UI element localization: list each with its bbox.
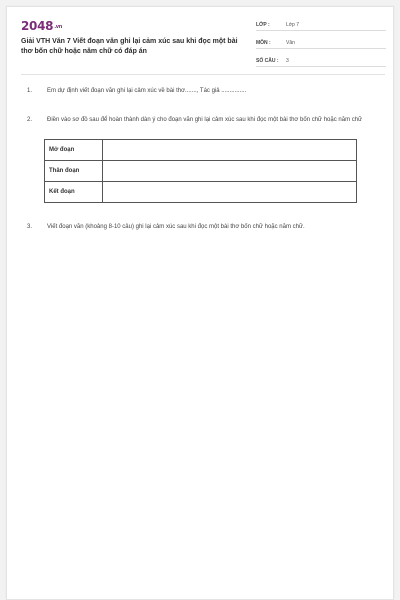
class-label: LỚP : bbox=[256, 22, 270, 28]
question-count-label: SỐ CÂU : bbox=[256, 58, 279, 64]
question-1 bbox=[21, 87, 385, 96]
question-2 bbox=[21, 116, 385, 125]
site-logo[interactable] bbox=[21, 19, 62, 33]
row-label-conclusion: Kết đoạn bbox=[45, 182, 103, 203]
question-text: Em dự định viết đoạn văn ghi lại cảm xúc về bài thơ......., Tác giả ............... bbox=[47, 88, 247, 94]
subject-value: Văn bbox=[286, 40, 295, 46]
question-number: 1. bbox=[27, 88, 33, 94]
meta-class-row bbox=[256, 19, 386, 31]
question-3 bbox=[21, 223, 385, 232]
answer-cell-body[interactable] bbox=[103, 161, 357, 182]
row-label-intro: Mở đoạn bbox=[45, 140, 103, 161]
meta-info bbox=[256, 19, 386, 73]
document-title: Giải VTH Văn 7 Viết đoạn văn ghi lại cảm xúc sau khi đọc một bài thơ bốn chữ hoặc năm chữ có đáp án bbox=[21, 38, 238, 55]
question-count-value: 3 bbox=[286, 58, 289, 64]
header-divider bbox=[21, 74, 385, 75]
outline-table bbox=[44, 139, 357, 203]
question-number: 3. bbox=[27, 224, 33, 230]
table-row bbox=[45, 140, 357, 161]
worksheet-page bbox=[6, 6, 394, 600]
class-value: Lớp 7 bbox=[286, 22, 300, 28]
question-number: 2. bbox=[27, 117, 33, 123]
question-text: Viết đoạn văn (khoảng 8-10 câu) ghi lại cảm xúc sau khi đọc một bài thơ bốn chữ hoặc năm chữ. bbox=[47, 224, 305, 230]
question-text: Điền vào sơ đồ sau để hoàn thành dàn ý cho đoạn văn ghi lại cảm xúc sau khi đọc một bài thơ bốn chữ hoặc năm chữ bbox=[47, 117, 363, 123]
meta-count-row bbox=[256, 55, 386, 67]
logo-text: 2048 bbox=[21, 19, 54, 33]
table-row bbox=[45, 182, 357, 203]
answer-cell-intro[interactable] bbox=[103, 140, 357, 161]
answer-cell-conclusion[interactable] bbox=[103, 182, 357, 203]
table-row bbox=[45, 161, 357, 182]
meta-subject-row bbox=[256, 37, 386, 49]
subject-label: MÔN : bbox=[256, 40, 271, 46]
logo-domain: .vn bbox=[54, 23, 63, 30]
row-label-body: Thân đoạn bbox=[45, 161, 103, 182]
